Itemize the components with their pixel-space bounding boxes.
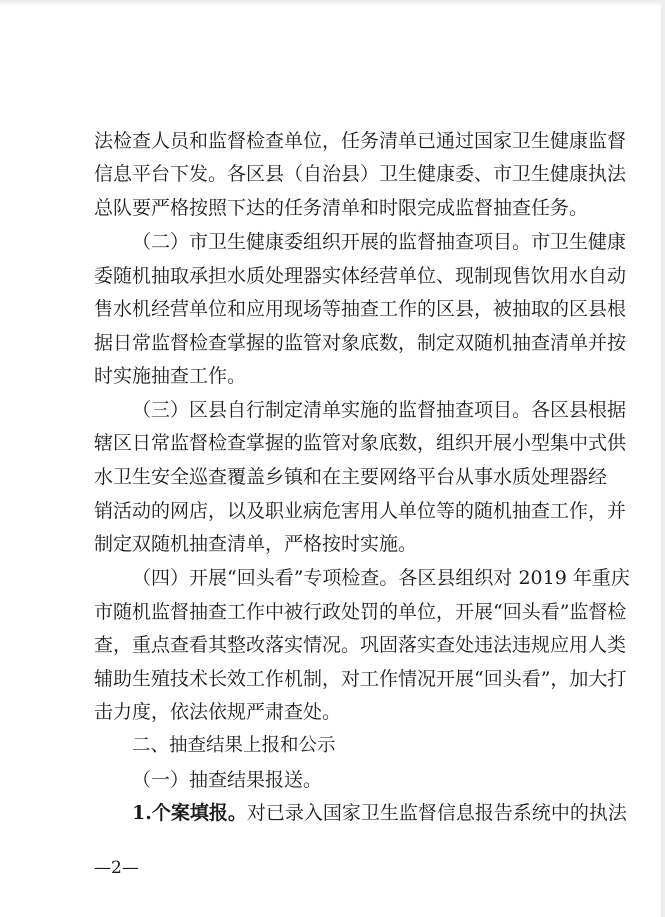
text-line-content: 据日常监督检查掌握的监管对象底数，制定双随机抽查清单并按: [94, 332, 627, 354]
text-line: [0, 396, 665, 424]
text-line-content: 制定双随机抽查清单，严格按时实施。: [94, 533, 418, 555]
text-line: [0, 463, 665, 491]
text-line: [0, 262, 665, 290]
text-line: [0, 228, 665, 256]
page-top-edge: [0, 0, 665, 6]
subsection-heading-text: （一）抽查结果报送。: [132, 769, 323, 791]
text-line: [0, 631, 665, 659]
text-line-content: 查，重点查看其整改落实情况。巩固落实查处违法违规应用人类: [94, 634, 627, 656]
text-line-content: 销活动的网店，以及职业病危害用人单位等的随机抽查工作，并: [94, 500, 627, 522]
text-line-content: 辖区日常监督检查掌握的监管对象底数，组织开展小型集中式供: [94, 432, 627, 454]
text-line: [0, 530, 665, 558]
text-line-content: 辅助生殖技术长效工作机制，对工作情况开展“回头看”，加大打: [94, 668, 627, 690]
text-line-content: 1.个案填报。对已录入国家卫生监督信息报告系统中的执法: [132, 802, 627, 824]
text-line: [0, 665, 665, 693]
text-line-content: 委随机抽取承担水质处理器实体经营单位、现制现售饮用水自动: [94, 265, 627, 287]
text-line: [0, 497, 665, 525]
text-line: [0, 295, 665, 323]
section-heading: [0, 732, 665, 760]
text-line-content: 时实施抽查工作。: [94, 365, 247, 387]
text-line-content: 信息平台下发。各区县（自治县）卫生健康委、市卫生健康执法: [94, 163, 627, 185]
text-line: [0, 799, 665, 827]
text-line-content: 水卫生安全巡查覆盖乡镇和在主要网络平台从事水质处理器经: [94, 466, 608, 488]
text-line-content: 售水机经营单位和应用现场等抽查工作的区县，被抽取的区县根: [94, 298, 627, 320]
text-line: [0, 598, 665, 626]
subsection-heading: [0, 766, 665, 794]
text-line-content: 总队要严格按照下达的任务清单和时限完成监督抽查任务。: [94, 197, 589, 219]
text-line: [0, 362, 665, 390]
text-line: [0, 194, 665, 222]
text-line-content: （三）区县自行制定清单实施的监督抽查项目。各区县根据: [132, 399, 627, 421]
text-line: [0, 160, 665, 188]
text-line: [0, 127, 665, 155]
section-heading-text: 二、抽查结果上报和公示: [132, 735, 336, 756]
text-line-content: （四）开展“回头看”专项检查。各区县组织对 2019 年重庆: [132, 567, 630, 589]
text-line: [0, 329, 665, 357]
page-number: —2—: [94, 858, 139, 878]
text-line-content: 市随机监督抽查工作中被行政处罚的单位，开展“回头看”监督检: [94, 601, 627, 623]
text-line: [0, 698, 665, 726]
text-line-content: 击力度，依法依规严肃查处。: [94, 701, 342, 723]
text-line-content: （二）市卫生健康委组织开展的监督抽查项目。市卫生健康: [132, 231, 627, 253]
text-line: [0, 564, 665, 592]
text-line-content: 法检查人员和监督检查单位，任务清单已通过国家卫生健康监督: [94, 130, 627, 152]
run-in-lead: 1.个案填报。: [132, 802, 247, 824]
text-line: [0, 429, 665, 457]
